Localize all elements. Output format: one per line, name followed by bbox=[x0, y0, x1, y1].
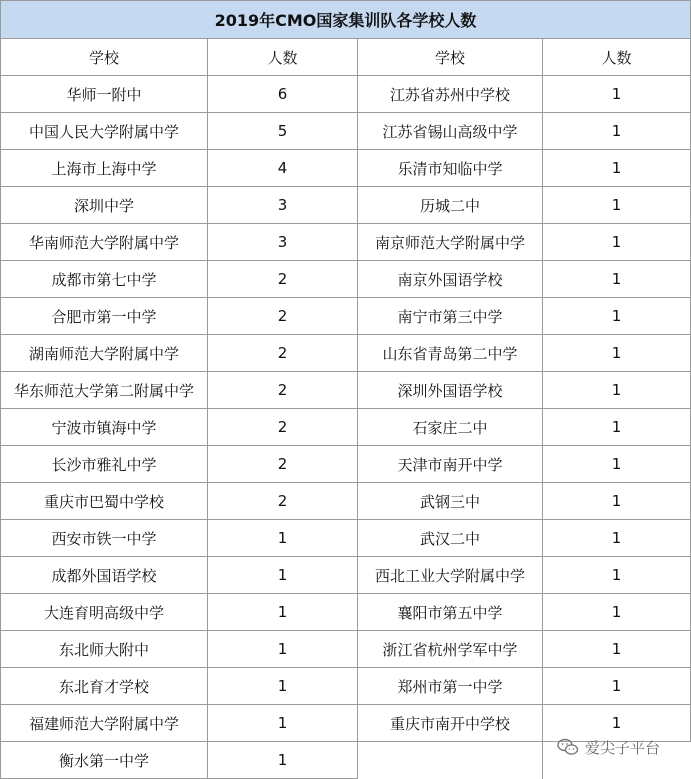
left-school-cell: 上海市上海中学 bbox=[1, 150, 208, 187]
table-row bbox=[1, 372, 691, 409]
wechat-icon bbox=[557, 738, 579, 756]
right-count-cell: 1 bbox=[543, 705, 691, 742]
header-school-left: 学校 bbox=[1, 39, 208, 76]
right-school-cell: 重庆市南开中学校 bbox=[358, 705, 543, 742]
right-school-cell: 武钢三中 bbox=[358, 483, 543, 520]
left-count-cell: 1 bbox=[208, 705, 358, 742]
table-row bbox=[1, 113, 691, 150]
left-school-cell: 东北育才学校 bbox=[1, 668, 208, 705]
table-row bbox=[1, 594, 691, 631]
right-school-cell: 襄阳市第五中学 bbox=[358, 594, 543, 631]
table-row bbox=[1, 631, 691, 668]
left-school-cell: 宁波市镇海中学 bbox=[1, 409, 208, 446]
table-row bbox=[1, 224, 691, 261]
left-count-cell: 3 bbox=[208, 224, 358, 261]
right-count-cell: 1 bbox=[543, 409, 691, 446]
table-row bbox=[1, 409, 691, 446]
right-school-cell: 历城二中 bbox=[358, 187, 543, 224]
left-count-cell: 1 bbox=[208, 557, 358, 594]
left-count-cell: 1 bbox=[208, 520, 358, 557]
left-school-cell: 成都市第七中学 bbox=[1, 261, 208, 298]
left-school-cell: 华师一附中 bbox=[1, 76, 208, 113]
right-count-cell: 1 bbox=[543, 594, 691, 631]
right-count-cell: 1 bbox=[543, 335, 691, 372]
table-row bbox=[1, 483, 691, 520]
left-count-cell: 2 bbox=[208, 446, 358, 483]
right-school-cell: 南京师范大学附属中学 bbox=[358, 224, 543, 261]
left-count-cell: 1 bbox=[208, 631, 358, 668]
left-school-cell: 衡水第一中学 bbox=[1, 742, 208, 779]
right-school-cell: 西北工业大学附属中学 bbox=[358, 557, 543, 594]
left-school-cell: 成都外国语学校 bbox=[1, 557, 208, 594]
table-row bbox=[1, 668, 691, 705]
right-school-cell bbox=[358, 742, 543, 779]
left-school-cell: 西安市铁一中学 bbox=[1, 520, 208, 557]
table-title: 2019年CMO国家集训队各学校人数 bbox=[1, 1, 691, 39]
title-row bbox=[1, 1, 691, 39]
left-count-cell: 1 bbox=[208, 668, 358, 705]
right-school-cell: 南宁市第三中学 bbox=[358, 298, 543, 335]
right-count-cell: 1 bbox=[543, 187, 691, 224]
right-count-cell: 1 bbox=[543, 557, 691, 594]
left-count-cell: 2 bbox=[208, 483, 358, 520]
right-school-cell: 天津市南开中学 bbox=[358, 446, 543, 483]
right-school-cell: 南京外国语学校 bbox=[358, 261, 543, 298]
right-school-cell: 江苏省苏州中学校 bbox=[358, 76, 543, 113]
right-count-cell: 1 bbox=[543, 372, 691, 409]
watermark bbox=[557, 735, 660, 759]
header-row bbox=[1, 39, 691, 76]
right-count-cell: 1 bbox=[543, 520, 691, 557]
left-school-cell: 湖南师范大学附属中学 bbox=[1, 335, 208, 372]
watermark-text: 爱尖子平台 bbox=[585, 738, 661, 757]
right-count-cell: 1 bbox=[543, 150, 691, 187]
right-school-cell: 郑州市第一中学 bbox=[358, 668, 543, 705]
left-count-cell: 3 bbox=[208, 187, 358, 224]
left-school-cell: 福建师范大学附属中学 bbox=[1, 705, 208, 742]
left-count-cell: 2 bbox=[208, 261, 358, 298]
left-school-cell: 大连育明高级中学 bbox=[1, 594, 208, 631]
table-row bbox=[1, 520, 691, 557]
left-count-cell: 5 bbox=[208, 113, 358, 150]
left-count-cell: 6 bbox=[208, 76, 358, 113]
table-row bbox=[1, 187, 691, 224]
table-row bbox=[1, 446, 691, 483]
right-count-cell: 1 bbox=[543, 76, 691, 113]
right-school-cell: 石家庄二中 bbox=[358, 409, 543, 446]
left-school-cell: 中国人民大学附属中学 bbox=[1, 113, 208, 150]
right-count-cell: 1 bbox=[543, 298, 691, 335]
left-count-cell: 2 bbox=[208, 298, 358, 335]
right-count-cell: 1 bbox=[543, 261, 691, 298]
right-count-cell: 1 bbox=[543, 224, 691, 261]
left-count-cell: 2 bbox=[208, 409, 358, 446]
left-school-cell: 重庆市巴蜀中学校 bbox=[1, 483, 208, 520]
table-row bbox=[1, 150, 691, 187]
header-count-left: 人数 bbox=[208, 39, 358, 76]
right-school-cell: 江苏省锡山高级中学 bbox=[358, 113, 543, 150]
left-count-cell: 4 bbox=[208, 150, 358, 187]
header-count-right: 人数 bbox=[543, 39, 691, 76]
left-school-cell: 深圳中学 bbox=[1, 187, 208, 224]
table-row bbox=[1, 557, 691, 594]
left-school-cell: 东北师大附中 bbox=[1, 631, 208, 668]
right-school-cell: 浙江省杭州学军中学 bbox=[358, 631, 543, 668]
right-school-cell: 乐清市知临中学 bbox=[358, 150, 543, 187]
left-school-cell: 长沙市雅礼中学 bbox=[1, 446, 208, 483]
right-count-cell: 1 bbox=[543, 483, 691, 520]
left-count-cell: 1 bbox=[208, 742, 358, 779]
right-count-cell: 1 bbox=[543, 113, 691, 150]
left-school-cell: 华东师范大学第二附属中学 bbox=[1, 372, 208, 409]
table-row bbox=[1, 298, 691, 335]
left-count-cell: 2 bbox=[208, 372, 358, 409]
table-row bbox=[1, 76, 691, 113]
header-school-right: 学校 bbox=[358, 39, 543, 76]
right-count-cell: 1 bbox=[543, 631, 691, 668]
left-school-cell: 合肥市第一中学 bbox=[1, 298, 208, 335]
right-school-cell: 武汉二中 bbox=[358, 520, 543, 557]
right-school-cell: 山东省青岛第二中学 bbox=[358, 335, 543, 372]
table-row bbox=[1, 261, 691, 298]
right-school-cell: 深圳外国语学校 bbox=[358, 372, 543, 409]
left-count-cell: 2 bbox=[208, 335, 358, 372]
right-count-cell: 1 bbox=[543, 668, 691, 705]
left-count-cell: 1 bbox=[208, 594, 358, 631]
left-school-cell: 华南师范大学附属中学 bbox=[1, 224, 208, 261]
right-count-cell: 1 bbox=[543, 446, 691, 483]
table-row bbox=[1, 335, 691, 372]
